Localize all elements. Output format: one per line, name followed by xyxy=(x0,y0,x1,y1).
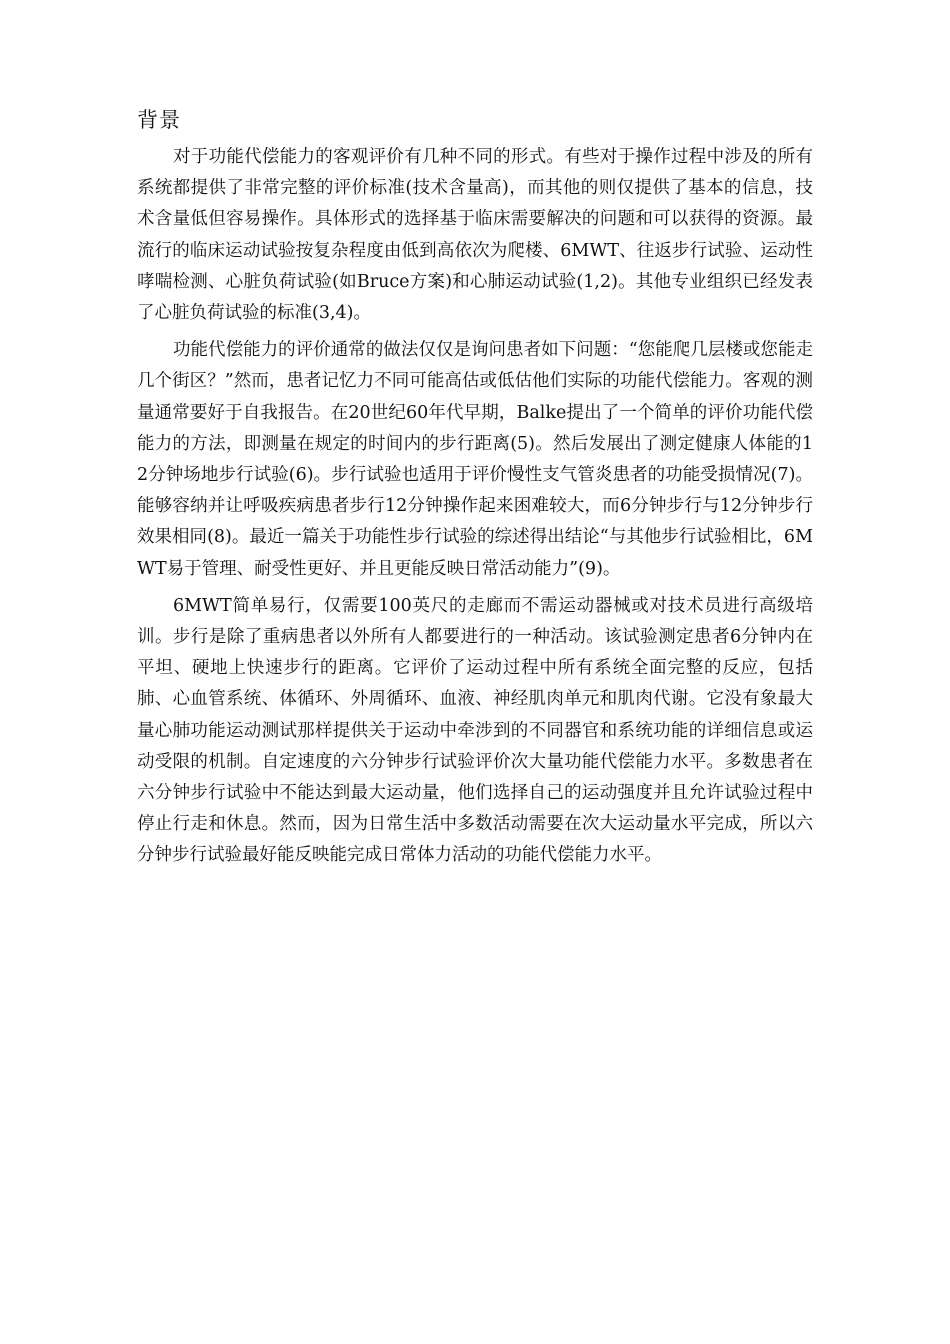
section-heading: 背景 xyxy=(137,108,181,132)
document-page xyxy=(137,104,813,878)
paragraph-3: 6MWT简单易行，仅需要100英尺的走廊而不需运动器械或对技术员进行高级培训。步行是除了重病患者以外所有人都要进行的一种活动。该试验测定患者6分钟内在平坦、硬地上快速步行的距离。它评价了运动过程中所有系统全面完整的反应，包括肺、心血管系统、体循环、外周循环、血液、神经肌肉单元和肌肉代谢。它没有象最大量心肺功能运动测试那样提供关于运动中牵涉到的不同器官和系统功能的详细信息或运动受限的机制。自定速度的六分钟步行试验评价次大量功能代偿能力水平。多数患者在六分钟步行试验中不能达到最大运动量，他们选择自己的运动强度并且允许试验过程中停止行走和休息。然而，因为日常生活中多数活动需要在次大运动量水平完成，所以六分钟步行试验最好能反映能完成日常体力活动的功能代偿能力水平。 xyxy=(137,595,813,866)
paragraph-1: 对于功能代偿能力的客观评价有几种不同的形式。有些对于操作过程中涉及的所有系统都提供了非常完整的评价标准(技术含量高)，而其他的则仅提供了基本的信息，技术含量低但容易操作。具体形式的选择基于临床需要解决的问题和可以获得的资源。最流行的临床运动试验按复杂程度由低到高依次为爬楼、6MWT、往返步行试验、运动性哮喘检测、心脏负荷试验(如Bruce方案)和心肺运动试验(1,2)。其他专业组织已经发表了心脏负荷试验的标准(3,4)。 xyxy=(137,147,813,324)
paragraph-2: 功能代偿能力的评价通常的做法仅仅是询问患者如下问题：“您能爬几层楼或您能走几个街区？”然而，患者记忆力不同可能高估或低估他们实际的功能代偿能力。客观的测量通常要好于自我报告。在20世纪60年代早期，Balke提出了一个简单的评价功能代偿能力的方法，即测量在规定的时间内的步行距离(5)。然后发展出了测定健康人体能的12分钟场地步行试验(6)。步行试验也适用于评价慢性支气管炎患者的功能受损情况(7)。能够容纳并让呼吸疾病患者步行12分钟操作起来困难较大，而6分钟步行与12分钟步行效果相同(8)。最近一篇关于功能性步行试验的综述得出结论“与其他步行试验相比，6MWT易于管理、耐受性更好、并且更能反映日常活动能力”(9)。 xyxy=(137,340,813,579)
